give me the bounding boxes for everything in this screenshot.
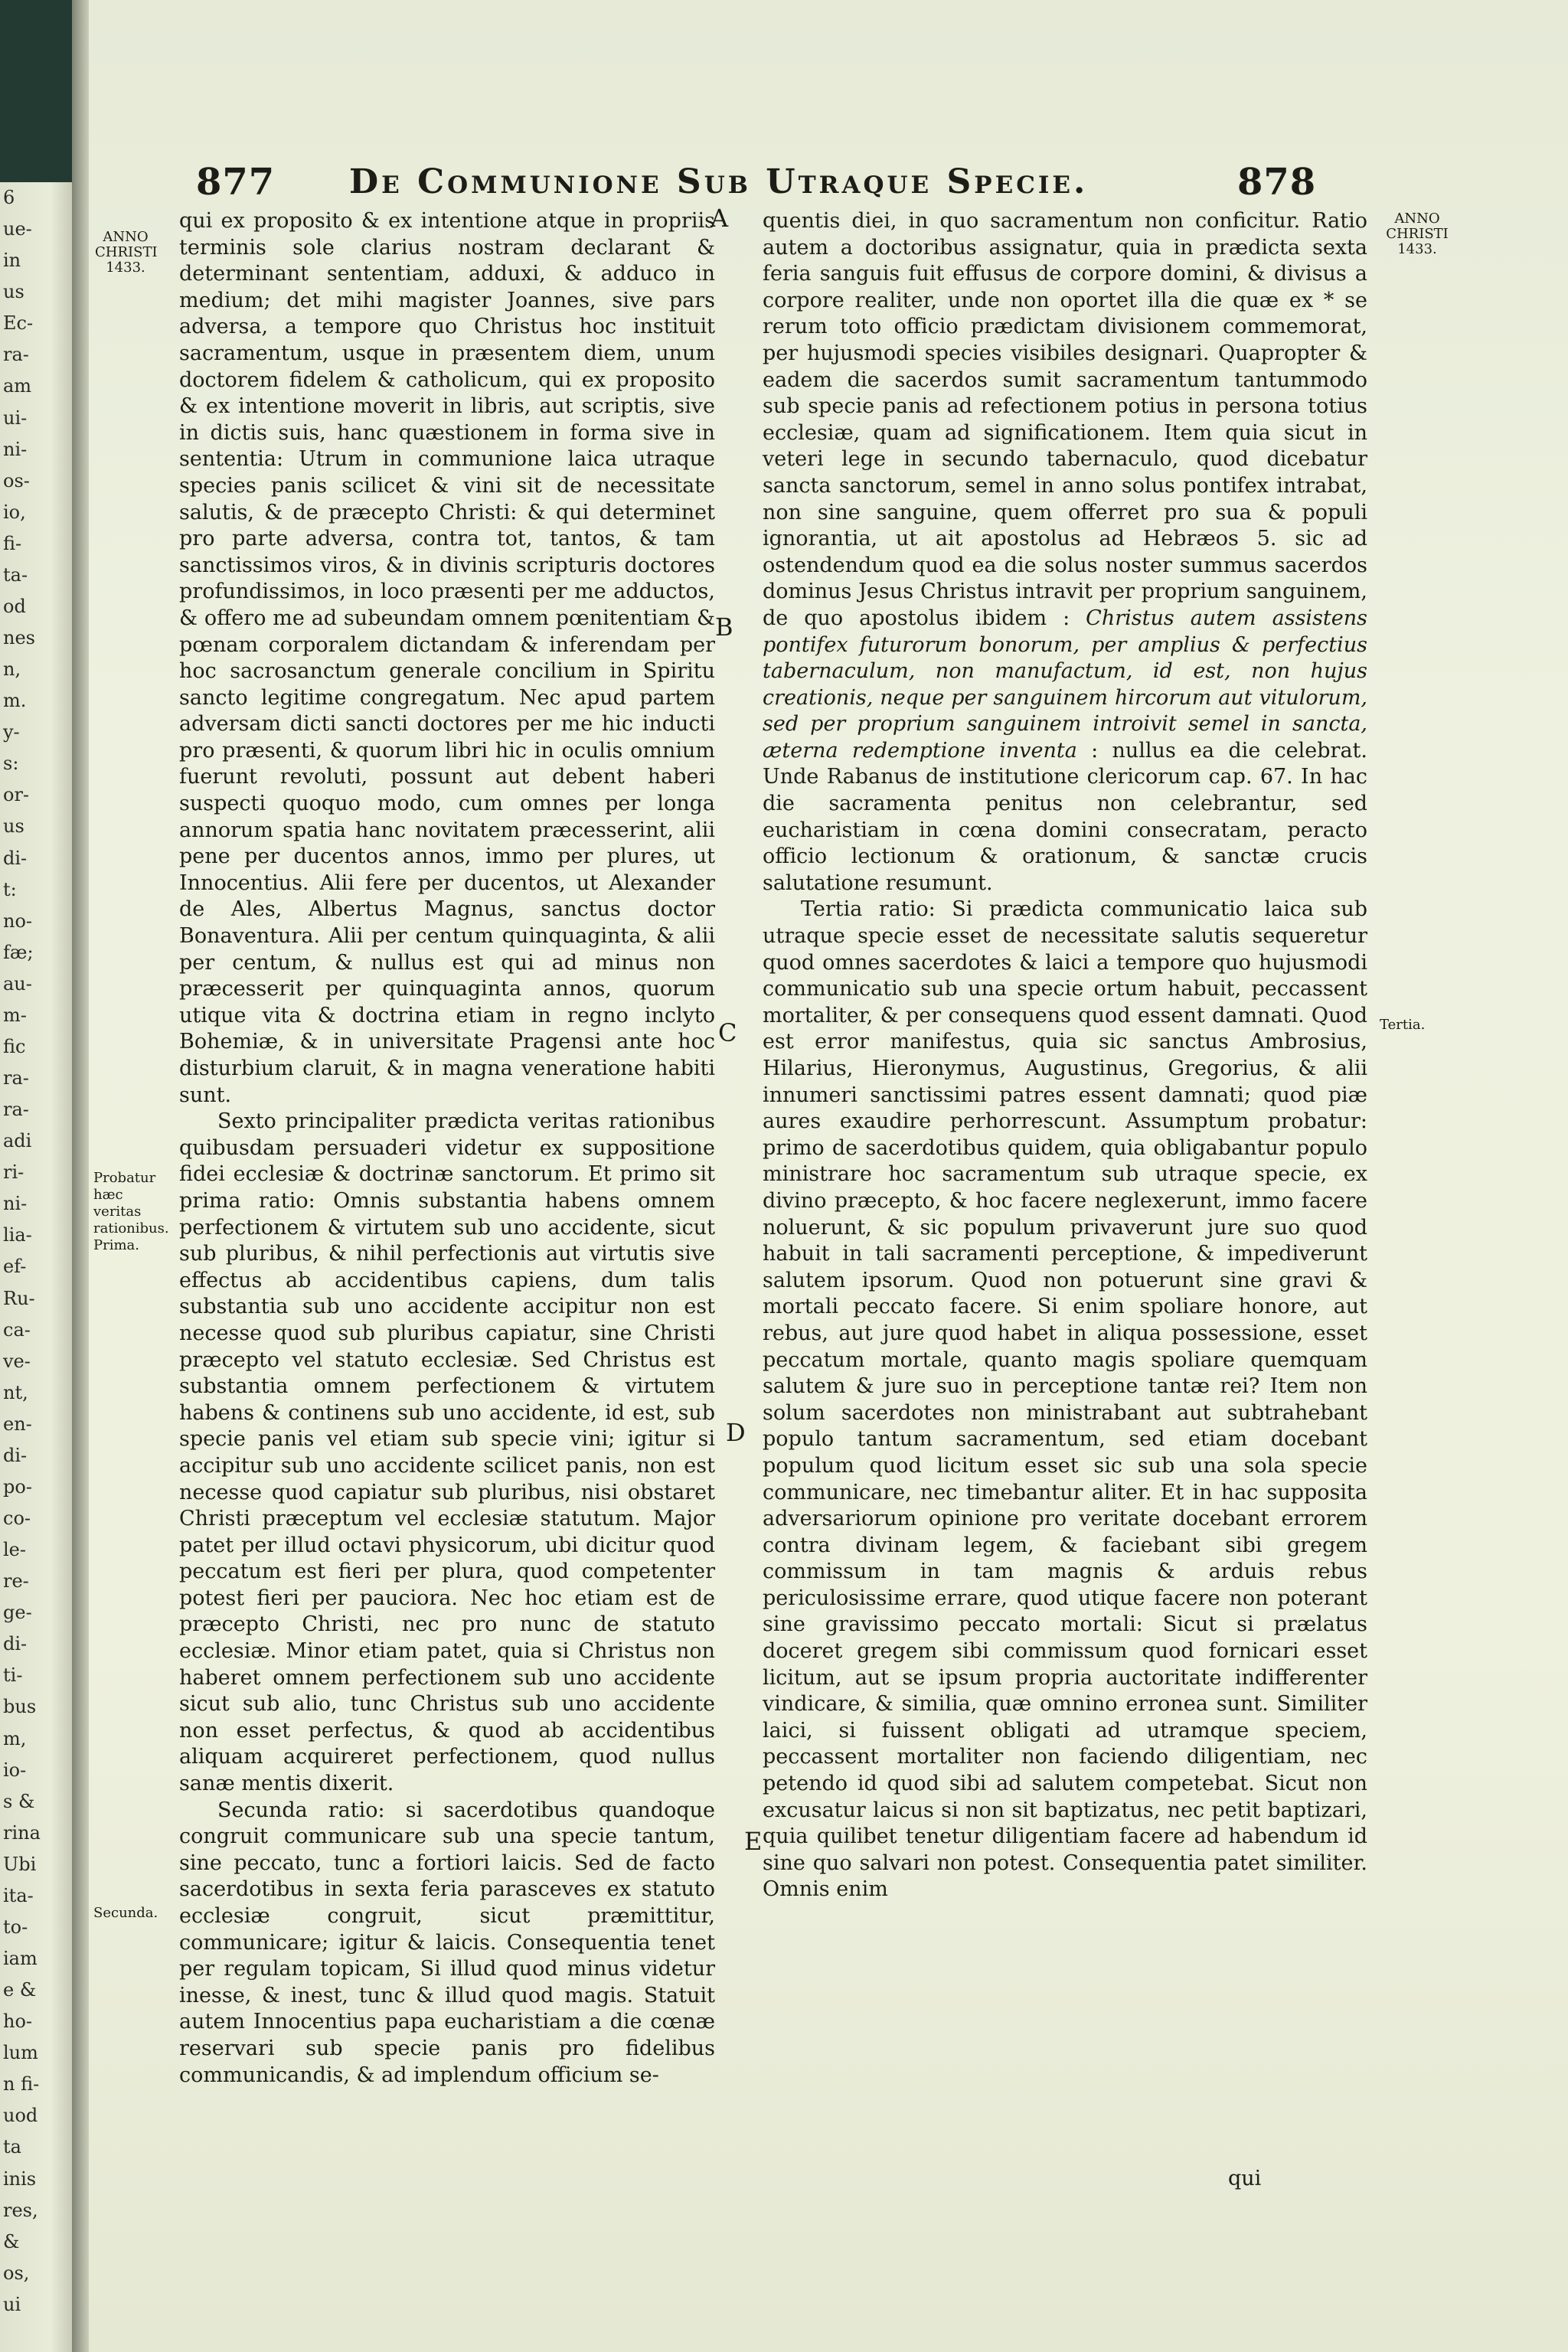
- previous-page-fragment: en-: [3, 1413, 32, 1435]
- margin-note-tertia: Tertia.: [1380, 1017, 1426, 1033]
- previous-page-fragment: re-: [3, 1570, 29, 1592]
- previous-page-fragment: rina: [3, 1821, 41, 1844]
- section-marker-b: B: [715, 612, 733, 642]
- left-text-column: [179, 208, 715, 2089]
- previous-page-fragment: 6: [3, 187, 15, 208]
- previous-page-fragment: po-: [3, 1475, 32, 1498]
- previous-page-fragment: ra-: [3, 344, 29, 366]
- previous-page-fragment: ita-: [3, 1884, 34, 1906]
- previous-page-fragment: Ru-: [3, 1287, 35, 1309]
- previous-page-fragment: m-: [3, 1004, 27, 1026]
- previous-page-fragment: bus: [3, 1696, 37, 1718]
- previous-page-fragment: or-: [3, 784, 30, 806]
- previous-page-fragment: ra-: [3, 1067, 29, 1089]
- book-page: [89, 0, 1568, 2352]
- previous-page-fragment: us: [3, 281, 24, 303]
- previous-page-fragment: di-: [3, 1633, 28, 1655]
- section-marker-c: C: [718, 1018, 737, 1047]
- previous-page-fragment: od: [3, 595, 26, 617]
- section-marker-a: A: [710, 204, 729, 233]
- previous-page-fragment: in: [3, 250, 21, 272]
- left-page-number: 877: [196, 161, 276, 204]
- section-marker-e: E: [744, 1827, 763, 1856]
- previous-page-fragment: io-: [3, 1759, 27, 1781]
- previous-page-edge: [0, 182, 72, 2352]
- previous-page-fragment: ta: [3, 2136, 21, 2158]
- left-paragraph-3: Secunda ratio: si sacerdotibus quandoque congruit communicare sub una specie tantum, sine peccato, tunc a fortiori laicis. Sed de facto sacerdotibus in sexta feria parasceves ex statuto ecclesiæ congruit, sicut præmittitur, communicare; igitur & laicis. Consequentia tenet per regulam topicam, Si illud quod minus videtur inesse, & inest, tunc & illud quod magis. Statuit autem Innocentius papa eucharistiam a die cœnæ reservari sub specie panis pro fidelibus communicandis, & ad implendum officium se-: [179, 1798, 715, 2087]
- previous-page-fragment: uod: [3, 2105, 38, 2127]
- previous-page-fragment: n,: [3, 658, 21, 681]
- previous-page-fragment: fic: [3, 1035, 26, 1057]
- previous-page-fragment: &: [3, 2230, 20, 2252]
- previous-page-fragment: os-: [3, 469, 30, 492]
- previous-page-fragment: le-: [3, 1539, 26, 1561]
- right-paragraph-2: Tertia ratio: Si prædicta communicatio laica sub utraque specie esset de necessitate salutis sequeretur quod omnes sacerdotes & laici a tempore quo hujusmodi communicatio sub una specie ortum habuit, peccassent mortaliter, & per consequens quod essent damnati. Quod est error manifestus, quia sic sanctus Ambrosius, Hilarius, Hieronymus, Augustinus, Gregorius, & alii innumeri sanctissimi patres essent damnati; quod piæ aures exaudire perhorrescunt. Assumptum probatur: primo de sacerdotibus quidem, quia obligabantur populo ministrare hoc sacramentum sub utraque specie, ex divino præcepto, & hoc facere neglexerunt, immo facere noluerunt, & sic populum privaverunt jure suo quod habuit in tali sacramenti perceptione, & impediverunt salutem ipsorum. Quod non potuerunt sine gravi & mortali peccato facere. Si enim spoliare honore, aut rebus, aut jure quod habet in aliqua possessione, esset peccatum mortale, quanto magis spoliare quemquam salutem & jure suo in perceptione tantæ rei? Item non solum sacerdotes non ministrabant aut subtrahebant populo tantum sacramentum, sed etiam docebant populum quod licitum esset sic sub una sola specie communicare, nec timebantur aliter. Et in hac supposita adversariorum opinione pro veritate docebant errorem contra divinam legem, & faciebant sibi gregem commissum in tam magnis & arduis rebus periculosissime errare, quod utique facere non poterant sine gravissimo peccato mortali: Sicut si prælatus doceret gregem sibi commissum quod fornicari esset licitum, aut se ipsum propria auctoritate indifferenter vindicare, & similia, quæ omnino erronea sunt. Similiter laici, si fuissent obligati ad utramque speciem, peccassent mortaliter non faciendo diligentiam, nec petendo id quod sibi ad salutem competebat. Sicut non excusatur laicus si non sit baptizatus, nec petit baptizari, quia quilibet tenetur diligentiam facere ad habendum id sine quo salvari non potest. Consequentia patet similiter. Omnis enim: [763, 897, 1367, 1902]
- previous-page-fragment: adi: [3, 1130, 32, 1152]
- previous-page-fragment: di-: [3, 1444, 28, 1466]
- previous-page-fragment: fi-: [3, 532, 22, 554]
- previous-page-fragment: au-: [3, 972, 32, 995]
- previous-page-fragment: ra-: [3, 1099, 29, 1121]
- previous-page-fragment: s:: [3, 753, 19, 775]
- right-paragraph-1: [763, 208, 1367, 897]
- right-paragraph-1-tail: : nullus ea die celebrat. Unde Rabanus de institutione clericorum cap. 67. In hac die sacramenta penitus non celebrantur, sed eucharistiam in cœna domini consecratam, peracto officio lectionum & orationum, & sanctæ crucis salutatione resumunt.: [763, 738, 1367, 895]
- left-paragraph-2: Sexto principaliter prædicta veritas rationibus quibusdam persuaderi videtur ex suppositione fidei ecclesiæ & doctrinæ sanctorum. Et primo sit prima ratio: Omnis substantia habens omnem perfectionem & virtutem sub uno accidente, sicut sub pluribus, & nihil perfectionis aut virtutis sive effectus ab accidentibus capiens, dum talis substantia sub uno accidente accipitur non est necesse quod sub pluribus capiatur, sine Christi præcepto vel statuto ecclesiæ. Sed Christus est substantia omnem perfectionem & virtutem habens & continens sub uno accidente, id est, sub specie panis vel etiam sub specie vini; igitur si accipitur sub uno accidente scilicet panis, non est necesse quod capiatur sub pluribus, nisi obstaret Christi præceptum vel ecclesiæ statutum. Major patet per illud octavi physicorum, ubi dicitur quod peccatum est fieri per plura, quod competenter potest fieri per pauciora. Nec hoc etiam est de præcepto Christi, nec pro nunc de statuto ecclesiæ. Minor etiam patet, quia si Christus non haberet omnem perfectionem sub uno accidente sicut sub alio, tunc Christus sub uno accidente non esset perfectus, & quod ab accidentibus aliquam acquireret perfectionem, quod nullus sanæ mentis dixerit.: [179, 1109, 715, 1796]
- previous-page-fragment: ca-: [3, 1318, 31, 1341]
- previous-page-fragment: ve-: [3, 1350, 31, 1372]
- previous-page-fragment: nes: [3, 627, 35, 648]
- previous-page-fragment: ef-: [3, 1256, 27, 1278]
- running-header: [89, 156, 1568, 210]
- previous-page-fragment: n fi-: [3, 2073, 40, 2096]
- previous-page-fragment: m,: [3, 1727, 27, 1749]
- section-marker-d: D: [726, 1418, 746, 1447]
- previous-page-fragment: fæ;: [3, 941, 34, 963]
- previous-page-fragment: ti-: [3, 1664, 23, 1687]
- margin-note-probatur: Probatur hæc veritas rationibus. Prima.: [93, 1170, 169, 1253]
- previous-page-fragment: ue-: [3, 218, 32, 240]
- left-paragraph-1: qui ex proposito & ex intentione atque in propriis terminis sole clarius nostram declarant & determinant sententiam, adduxi, & adduco in medium; det mihi magister Joannes, sive pars adversa, a tempore quo Christus hoc instituit sacramentum, usque in præsentem diem, unum doctorem fidelem & catholicum, qui ex proposito & ex intentione moverit in libris, aut scriptis, sive in dictis suis, hanc quæstionem in forma sive in sententia: Utrum in communione laica utraque species panis scilicet & vini sit de necessitate salutis, & de præcepto Christi: & qui determinet pro parte adversa, contra tot, tantos, & tam sanctissimos viros, & in divinis scripturis doctores profundissimos, in loco præsenti per me adductos, & offero me ad subeundam omnem pœnitentiam & pœnam corporalem dictandam & inferendam per hoc sacrosanctum generale concilium in Spiritu sancto legitime congregatum. Nec apud partem adversam dicti sancti doctores per me hic inducti pro præsenti, & quorum libri hic in oculis omnium fuerunt revoluti, possunt aut debent haberi suspecti quoquo modo, cum omnes per longa annorum spatia hanc novitatem præcesserint, alii pene per ducentos annos, immo per plures, ut Innocentius. Alii fere per ducentos, ut Alexander de Ales, Albertus Magnus, sanctus doctor Bonaventura. Alii per centum quinquaginta, & alii per centum, & nullus est qui ad minus non præcesserit per quinquaginta annos, quorum utique vita & doctrina etiam in regno inclyto Bohemiæ, & in universitate Pragensi ante hoc disturbium claruit, & in magna veneratione habiti sunt.: [179, 209, 715, 1107]
- previous-page-fragment: Ubi: [3, 1853, 37, 1875]
- anno-label-right: ANNO CHRISTI: [1386, 211, 1449, 242]
- running-title: De Communione Sub Utraque Specie.: [349, 162, 1089, 201]
- margin-note-secunda: Secunda.: [93, 1905, 158, 1921]
- previous-page-fragment: y-: [3, 721, 20, 743]
- anno-label-left: ANNO CHRISTI: [95, 229, 158, 260]
- previous-page-fragment: ui: [3, 2293, 21, 2315]
- catchword: qui: [1228, 2167, 1262, 2190]
- previous-page-fragment: os,: [3, 2262, 30, 2284]
- anno-christi-right: [1383, 211, 1452, 257]
- previous-page-fragment: ni-: [3, 438, 28, 460]
- previous-page-fragment: e &: [3, 1979, 37, 2001]
- previous-page-fragment: Ec-: [3, 312, 34, 335]
- previous-page-fragment: ri-: [3, 1161, 24, 1184]
- previous-page-fragment: ge-: [3, 1602, 32, 1624]
- right-page-number: 878: [1237, 161, 1317, 204]
- previous-page-fragment: iam: [3, 1948, 38, 1970]
- anno-year-right: 1433.: [1397, 241, 1437, 257]
- previous-page-fragment: nt,: [3, 1381, 28, 1403]
- previous-page-fragment: inis: [3, 2167, 37, 2190]
- previous-page-fragment: ni-: [3, 1193, 28, 1215]
- previous-page-fragment: ho-: [3, 2011, 33, 2033]
- previous-page-fragment: co-: [3, 1508, 31, 1530]
- previous-page-fragment: am: [3, 375, 32, 397]
- anno-christi-left: [95, 230, 156, 276]
- previous-page-fragment: s &: [3, 1790, 35, 1812]
- previous-page-fragment: io,: [3, 501, 26, 523]
- anno-year-left: 1433.: [106, 260, 145, 276]
- right-text-column: [763, 208, 1367, 1903]
- previous-page-fragment: no-: [3, 910, 33, 932]
- scripture-quote: Christus autem assistens pontifex futurorum bonorum, per amplius & perfectius tabernaculum, non manufactum, id est, non hujus creationis, neque per sanguinem hircorum aut vitulorum, sed per proprium sanguinem introivit semel in sancta, æterna redemptione inventa: [763, 606, 1367, 763]
- right-paragraph-1-text: quentis diei, in quo sacramentum non conficitur. Ratio autem a doctoribus assignatur, quia in prædicta sexta feria sanguis fuit effusus de corpore domini, & divisus a corpore realiter, unde non oportet illa die quæ ex * se rerum toto officio prædictam divisionem commemorat, per hujusmodi species visibiles designari. Quapropter & eadem die sacerdos sumit sacramentum tantummodo sub specie panis ad refectionem potius in persona totius ecclesiæ, quam ad significationem. Item quia sicut in veteri lege in secundo tabernaculo, quod dicebatur sancta sanctorum, semel in anno solus pontifex intrabat, non sine sanguine, quem offerret pro sua & populi ignorantia, ut ait apostolus ad Hebræos 5. sic ad ostendendum quod ea die solus noster summus sacerdos dominus Jesus Christus intravit per proprium sanguinem, de quo apostolus ibidem :: [763, 209, 1367, 630]
- previous-page-fragment: ta-: [3, 564, 28, 586]
- previous-page-fragment: us: [3, 815, 24, 838]
- previous-page-fragment: ui-: [3, 407, 28, 429]
- previous-page-fragment: to-: [3, 1916, 28, 1938]
- previous-page-fragment: lum: [3, 2042, 38, 2064]
- previous-page-fragment: res,: [3, 2199, 38, 2221]
- previous-page-fragment: m.: [3, 690, 27, 712]
- previous-page-fragment: lia-: [3, 1224, 32, 1246]
- previous-page-fragment: t:: [3, 878, 17, 900]
- previous-page-fragment: di-: [3, 847, 28, 869]
